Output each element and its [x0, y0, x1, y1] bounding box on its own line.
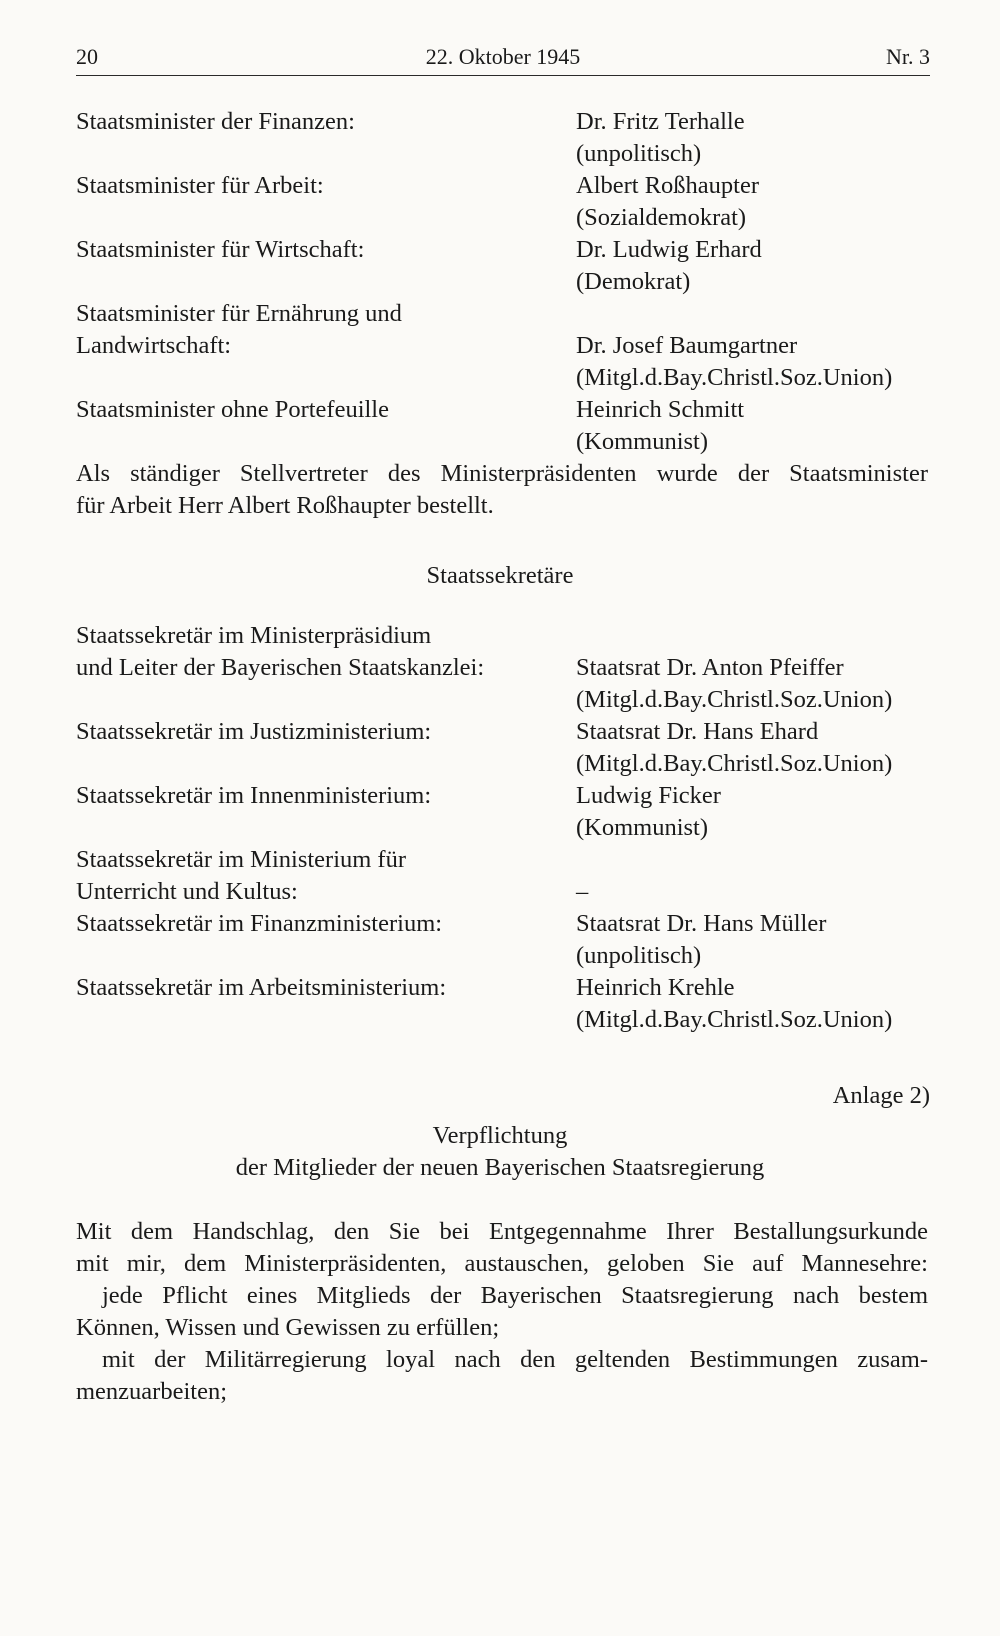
secretaries-heading: Staatssekretäre — [426, 562, 574, 589]
secretary-office: Staatssekretär im Innenministerium: — [76, 782, 432, 809]
secretary-office: Staatssekretär im Ministerpräsidium — [76, 622, 432, 649]
secretary-party: (Mitgl.d.Bay.Christl.Soz.Union) — [576, 1006, 893, 1033]
secretary-party: (Mitgl.d.Bay.Christl.Soz.Union) — [576, 750, 893, 777]
secretary-name: Heinrich Krehle — [576, 974, 735, 1001]
minister-name: Albert Roßhaupter — [576, 172, 760, 199]
minister-party: (unpolitisch) — [576, 140, 702, 167]
minister-name: Dr. Fritz Terhalle — [576, 108, 745, 135]
secretary-name: Staatsrat Dr. Anton Pfeiffer — [576, 654, 844, 681]
secretary-name: – — [576, 878, 589, 905]
header-rule — [76, 75, 930, 76]
oath-text-line: Können, Wissen und Gewissen zu erfüllen; — [76, 1314, 500, 1341]
secretary-party: (Mitgl.d.Bay.Christl.Soz.Union) — [576, 686, 893, 713]
secretary-office: und Leiter der Bayerischen Staatskanzlei: — [76, 654, 485, 681]
secretary-name: Ludwig Ficker — [576, 782, 721, 809]
secretary-party: (unpolitisch) — [576, 942, 702, 969]
oath-text-line: mit mir, dem Ministerpräsidenten, austauschen, geloben Sie auf Mannesehre: — [76, 1250, 928, 1277]
secretary-office: Staatssekretär im Justizministerium: — [76, 718, 432, 745]
minister-party: (Mitgl.d.Bay.Christl.Soz.Union) — [576, 364, 893, 391]
minister-office: Landwirtschaft: — [76, 332, 232, 359]
minister-office: Staatsminister für Ernährung und — [76, 300, 402, 327]
secretary-party: (Kommunist) — [576, 814, 709, 841]
minister-name: Dr. Ludwig Erhard — [576, 236, 762, 263]
oath-text-line: menzuarbeiten; — [76, 1378, 228, 1405]
header-date: 22. Oktober 1945 — [425, 44, 581, 69]
secretary-name: Staatsrat Dr. Hans Ehard — [576, 718, 819, 745]
minister-office: Staatsminister für Wirtschaft: — [76, 236, 365, 263]
secretary-office: Staatssekretär im Ministerium für — [76, 846, 406, 873]
oath-text-line: mit der Militärregierung loyal nach den geltenden Bestimmungen zusam- — [102, 1346, 928, 1373]
deputy-note-line: für Arbeit Herr Albert Roßhaupter bestellt. — [76, 492, 494, 519]
secretary-office: Staatssekretär im Finanzministerium: — [76, 910, 443, 937]
running-header — [76, 44, 930, 78]
minister-party: (Sozialdemokrat) — [576, 204, 747, 231]
minister-party: (Kommunist) — [576, 428, 709, 455]
minister-office: Staatsminister für Arbeit: — [76, 172, 324, 199]
minister-name: Dr. Josef Baumgartner — [576, 332, 798, 359]
minister-party: (Demokrat) — [576, 268, 691, 295]
minister-office: Staatsminister der Finanzen: — [76, 108, 355, 135]
oath-subtitle: der Mitglieder der neuen Bayerischen Staatsregierung — [235, 1154, 765, 1181]
issue-number: Nr. 3 — [886, 44, 930, 69]
annex-label: Anlage 2) — [832, 1082, 930, 1109]
minister-name: Heinrich Schmitt — [576, 396, 745, 423]
oath-text-line: Mit dem Handschlag, den Sie bei Entgegennahme Ihrer Bestallungsurkunde — [76, 1218, 928, 1245]
deputy-note-line: Als ständiger Stellvertreter des Ministerpräsidenten wurde der Staatsminister — [76, 460, 928, 487]
oath-title: Verpflichtung — [432, 1122, 568, 1149]
minister-office: Staatsminister ohne Portefeuille — [76, 396, 389, 423]
page-number: 20 — [76, 44, 98, 69]
secretary-office: Unterricht und Kultus: — [76, 878, 298, 905]
secretary-name: Staatsrat Dr. Hans Müller — [576, 910, 827, 937]
secretary-office: Staatssekretär im Arbeitsministerium: — [76, 974, 447, 1001]
oath-text-line: jede Pflicht eines Mitglieds der Bayerischen Staatsregierung nach bestem — [102, 1282, 928, 1309]
